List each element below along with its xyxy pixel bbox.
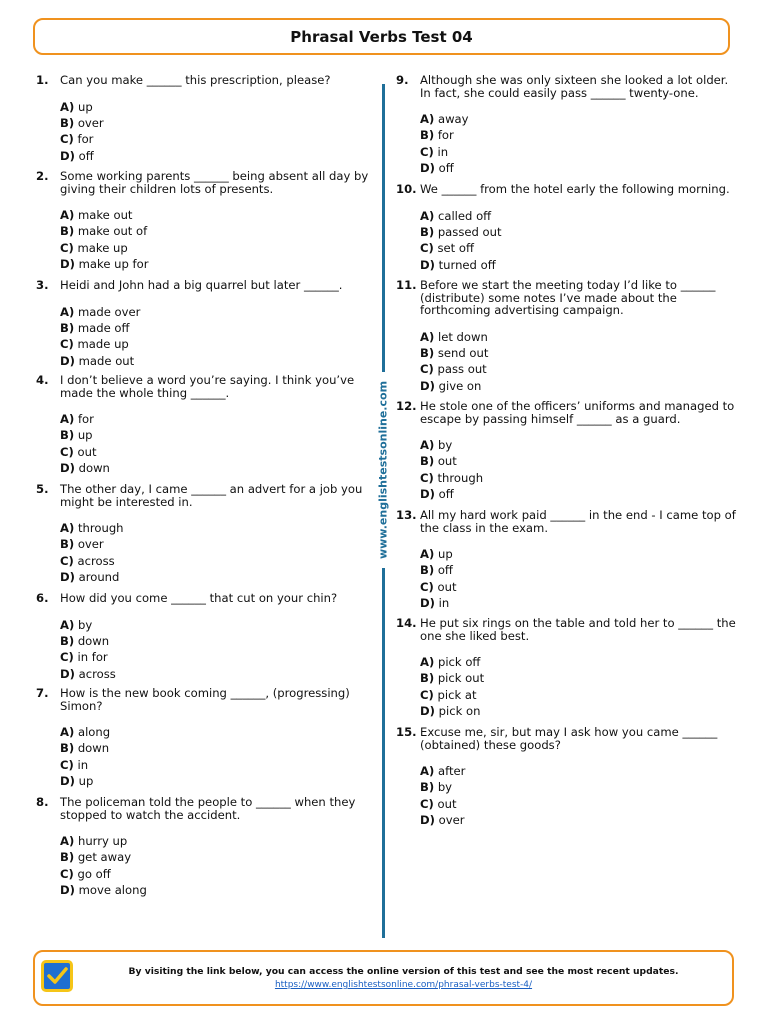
question-block: [36, 592, 370, 682]
question-line: [36, 279, 370, 292]
option-text: up: [437, 547, 453, 561]
question-line: [396, 400, 736, 425]
option-letter: B): [60, 115, 75, 130]
option-letter: D): [420, 257, 435, 272]
answer-option[interactable]: [60, 207, 370, 223]
answer-option[interactable]: [60, 256, 370, 272]
question-line: [36, 483, 370, 508]
option-letter: D): [60, 353, 75, 368]
question-number: 1.: [36, 73, 49, 87]
option-letter: C): [420, 796, 434, 811]
question-line: [396, 726, 736, 751]
question-line: [396, 509, 736, 534]
option-text: hurry up: [77, 834, 128, 848]
question-block: [36, 687, 370, 790]
option-letter: A): [420, 329, 435, 344]
option-letter: D): [60, 148, 75, 163]
answer-options: [396, 654, 736, 720]
answer-options: [396, 546, 736, 612]
option-letter: A): [420, 655, 435, 669]
option-text: off: [78, 148, 94, 163]
question-text: He put six rings on the table and told her to ______ the one she liked best.: [420, 616, 736, 643]
question-text: Some working parents ______ being absent all day by giving their children lots of presents.: [60, 169, 369, 196]
question-number: 4.: [36, 373, 49, 387]
footer-message: By visiting the link below, you can access the online version of this test and see the most recent updates.: [128, 966, 679, 977]
option-text: give on: [438, 378, 482, 393]
option-letter: A): [420, 208, 435, 223]
answer-option[interactable]: [60, 353, 370, 369]
answer-option[interactable]: [420, 812, 736, 828]
answer-option[interactable]: [420, 257, 736, 273]
answer-option[interactable]: [60, 320, 370, 336]
answer-option[interactable]: [420, 378, 736, 394]
option-text: out: [437, 796, 457, 811]
option-text: make out of: [77, 224, 148, 239]
question-text: The other day, I came ______ an advert for a job you might be interested in.: [60, 482, 363, 509]
option-text: make up: [77, 240, 128, 255]
question-block: [36, 483, 370, 586]
question-number: 13.: [396, 508, 417, 522]
option-letter: D): [420, 161, 435, 176]
option-text: made over: [77, 304, 141, 319]
option-text: pick out: [437, 671, 485, 686]
answer-option[interactable]: [60, 633, 370, 649]
question-text: Heidi and John had a big quarrel but later ______.: [60, 278, 343, 292]
option-text: pick on: [438, 704, 481, 719]
option-letter: D): [420, 596, 435, 611]
option-letter: B): [420, 345, 435, 360]
answer-option[interactable]: [60, 520, 370, 536]
option-text: make up for: [78, 257, 149, 272]
option-letter: C): [420, 241, 434, 256]
column-divider-bottom: [382, 568, 385, 938]
question-line: [396, 617, 736, 642]
question-number: 2.: [36, 169, 49, 183]
answer-option[interactable]: [60, 649, 370, 665]
question-block: [396, 400, 736, 503]
option-text: through: [77, 521, 124, 535]
option-text: by: [437, 780, 453, 795]
answer-option[interactable]: [420, 562, 736, 578]
option-letter: D): [60, 461, 75, 476]
answer-option[interactable]: [420, 470, 736, 486]
option-letter: B): [60, 224, 75, 239]
answer-option[interactable]: [420, 144, 736, 160]
option-letter: B): [60, 537, 75, 552]
question-line: [396, 279, 736, 317]
option-text: made off: [77, 320, 130, 335]
question-block: [36, 74, 370, 164]
option-letter: A): [60, 834, 75, 848]
answer-option[interactable]: [420, 111, 736, 127]
option-text: for: [77, 412, 94, 426]
question-number: 7.: [36, 686, 49, 700]
answer-option[interactable]: [60, 460, 370, 476]
option-text: send out: [437, 345, 489, 360]
question-line: [36, 74, 370, 87]
option-text: made up: [77, 337, 129, 352]
question-line: [36, 687, 370, 712]
option-text: down: [77, 633, 110, 648]
answer-options: [36, 724, 370, 790]
answer-option[interactable]: [60, 148, 370, 164]
question-text: How is the new book coming ______, (progressing) Simon?: [60, 686, 350, 713]
answer-option[interactable]: [60, 666, 370, 682]
option-text: by: [77, 617, 93, 632]
answer-options: [36, 617, 370, 683]
answer-option[interactable]: [60, 724, 370, 740]
option-letter: A): [60, 521, 75, 535]
question-text: Excuse me, sir, but may I ask how you came ______ (obtained) these goods?: [420, 725, 718, 752]
option-text: down: [78, 461, 110, 476]
answer-option[interactable]: [60, 240, 370, 256]
option-text: over: [77, 115, 104, 130]
option-text: for: [77, 132, 94, 147]
question-text: Although she was only sixteen she looked a lot older. In fact, she could easily pass ______ twenty-one.: [420, 73, 729, 100]
option-letter: B): [420, 671, 435, 686]
option-text: around: [78, 570, 120, 585]
answer-option[interactable]: [420, 779, 736, 795]
option-letter: D): [420, 704, 435, 719]
answer-options: [396, 208, 736, 274]
option-letter: C): [420, 470, 434, 485]
answer-option[interactable]: [420, 670, 736, 686]
answer-option[interactable]: [420, 579, 736, 595]
answer-option[interactable]: [60, 757, 370, 773]
option-letter: D): [60, 774, 75, 789]
answer-option[interactable]: [420, 361, 736, 377]
option-letter: C): [420, 144, 434, 159]
option-text: down: [77, 741, 110, 756]
option-text: out: [77, 444, 97, 459]
option-text: off: [437, 563, 453, 578]
option-text: go off: [77, 866, 111, 881]
option-text: after: [437, 764, 466, 778]
answer-option[interactable]: [420, 546, 736, 562]
option-text: along: [77, 725, 111, 739]
option-letter: C): [420, 579, 434, 594]
footer-box: [33, 950, 734, 1006]
online-test-link[interactable]: https://www.englishtestsonline.com/phrasal-verbs-test-4/: [274, 980, 533, 990]
question-number: 3.: [36, 278, 49, 292]
answer-option[interactable]: [60, 444, 370, 460]
option-letter: B): [60, 850, 75, 865]
question-text: Before we start the meeting today I’d like to ______ (distribute) some notes I’ve made about the forthcoming advertising campaign.: [420, 278, 716, 317]
question-text: We ______ from the hotel early the following morning.: [420, 182, 730, 196]
answer-option[interactable]: [60, 553, 370, 569]
answer-option[interactable]: [420, 224, 736, 240]
answer-options: [36, 411, 370, 477]
option-letter: B): [420, 128, 435, 143]
option-letter: C): [60, 650, 74, 665]
answer-option[interactable]: [60, 115, 370, 131]
option-letter: C): [60, 866, 74, 881]
answer-options: [36, 833, 370, 899]
answer-option[interactable]: [420, 160, 736, 176]
option-letter: C): [60, 553, 74, 568]
answer-option[interactable]: [60, 427, 370, 443]
answer-option[interactable]: [60, 304, 370, 320]
question-block: [396, 74, 736, 177]
option-text: in: [437, 144, 449, 159]
question-text: Can you make ______ this prescription, please?: [60, 73, 331, 87]
option-text: made out: [78, 353, 135, 368]
answer-option[interactable]: [420, 703, 736, 719]
option-text: make out: [77, 208, 133, 222]
question-block: [396, 617, 736, 720]
option-text: let down: [437, 329, 488, 344]
option-text: pick at: [437, 687, 477, 702]
checkmark-logo-icon: [41, 960, 73, 992]
answer-option[interactable]: [60, 536, 370, 552]
option-letter: C): [60, 757, 74, 772]
answer-option[interactable]: [420, 127, 736, 143]
option-text: passed out: [437, 224, 502, 239]
option-text: move along: [78, 883, 147, 898]
option-letter: B): [60, 633, 75, 648]
option-text: in: [438, 596, 450, 611]
option-letter: B): [420, 780, 435, 795]
answer-option[interactable]: [60, 773, 370, 789]
question-line: [36, 796, 370, 821]
option-letter: A): [420, 112, 435, 126]
option-letter: D): [60, 257, 75, 272]
option-text: up: [78, 774, 94, 789]
question-number: 15.: [396, 725, 417, 739]
question-number: 11.: [396, 278, 417, 292]
answer-options: [396, 437, 736, 503]
answer-options: [36, 207, 370, 273]
answer-option[interactable]: [60, 336, 370, 352]
option-text: away: [437, 112, 469, 126]
option-text: off: [438, 161, 454, 176]
question-block: [396, 279, 736, 394]
option-text: up: [77, 428, 93, 443]
question-number: 12.: [396, 399, 417, 413]
option-letter: D): [420, 813, 435, 828]
site-watermark: www.englishtestsonline.com: [376, 380, 390, 560]
option-letter: A): [60, 725, 75, 739]
answer-option[interactable]: [420, 763, 736, 779]
answer-options: [36, 99, 370, 165]
answer-option[interactable]: [60, 740, 370, 756]
answer-option[interactable]: [420, 595, 736, 611]
answer-option[interactable]: [60, 99, 370, 115]
option-letter: B): [60, 428, 75, 443]
option-text: up: [77, 99, 93, 114]
question-block: [396, 509, 736, 612]
option-letter: B): [60, 741, 75, 756]
answer-option[interactable]: [60, 131, 370, 147]
question-text: He stole one of the officers’ uniforms and managed to escape by passing himself ______ as a guard.: [420, 399, 735, 426]
answer-options: [396, 111, 736, 177]
option-text: by: [437, 438, 453, 452]
option-text: over: [438, 813, 465, 828]
question-block: [396, 183, 736, 273]
option-text: across: [78, 666, 116, 681]
option-letter: D): [60, 883, 75, 898]
option-text: pass out: [437, 362, 487, 377]
question-number: 10.: [396, 182, 417, 196]
answer-option[interactable]: [420, 437, 736, 453]
option-text: in: [77, 757, 89, 772]
question-block: [36, 796, 370, 899]
option-letter: B): [420, 454, 435, 469]
option-letter: B): [420, 563, 435, 578]
option-letter: C): [60, 444, 74, 459]
option-text: in for: [77, 650, 108, 665]
title-box: [33, 18, 730, 55]
question-text: How did you come ______ that cut on your chin?: [60, 591, 338, 605]
page-title: Phrasal Verbs Test 04: [290, 27, 473, 46]
question-line: [36, 170, 370, 195]
option-text: through: [437, 470, 484, 485]
question-block: [396, 726, 736, 829]
answer-option[interactable]: [420, 208, 736, 224]
option-text: out: [437, 454, 457, 469]
option-letter: C): [60, 240, 74, 255]
answer-option[interactable]: [420, 654, 736, 670]
answer-option[interactable]: [60, 617, 370, 633]
question-number: 6.: [36, 591, 49, 605]
option-text: called off: [437, 208, 492, 223]
option-letter: A): [60, 412, 75, 426]
answer-option[interactable]: [60, 849, 370, 865]
option-text: off: [438, 487, 454, 502]
option-text: set off: [437, 241, 474, 256]
option-letter: D): [60, 666, 75, 681]
question-number: 14.: [396, 616, 417, 630]
answer-option[interactable]: [420, 240, 736, 256]
question-line: [396, 183, 736, 196]
answer-options: [396, 329, 736, 395]
question-number: 9.: [396, 73, 409, 87]
answer-option[interactable]: [60, 569, 370, 585]
question-text: I don’t believe a word you’re saying. I think you’ve made the whole thing ______.: [60, 373, 355, 400]
answer-options: [36, 304, 370, 370]
option-text: get away: [77, 850, 132, 865]
question-text: All my hard work paid ______ in the end - I came top of the class in the exam.: [420, 508, 736, 535]
question-text: The policeman told the people to ______ when they stopped to watch the accident.: [60, 795, 356, 822]
option-text: turned off: [438, 257, 496, 272]
answer-option[interactable]: [420, 486, 736, 502]
option-letter: A): [60, 617, 75, 632]
answer-option[interactable]: [60, 223, 370, 239]
answer-options: [36, 520, 370, 586]
question-number: 5.: [36, 482, 49, 496]
question-block: [36, 374, 370, 477]
question-block: [36, 279, 370, 369]
option-letter: D): [420, 487, 435, 502]
option-letter: A): [420, 438, 435, 452]
option-text: out: [437, 579, 457, 594]
answer-option[interactable]: [60, 833, 370, 849]
answer-option[interactable]: [60, 866, 370, 882]
answer-option[interactable]: [420, 329, 736, 345]
option-letter: D): [420, 378, 435, 393]
option-letter: B): [60, 320, 75, 335]
option-text: for: [437, 128, 454, 143]
option-text: across: [77, 553, 115, 568]
question-line: [396, 74, 736, 99]
option-letter: B): [420, 224, 435, 239]
option-letter: A): [420, 764, 435, 778]
option-text: pick off: [437, 655, 481, 669]
option-letter: A): [420, 547, 435, 561]
answer-options: [396, 763, 736, 829]
option-text: over: [77, 537, 104, 552]
option-letter: C): [420, 362, 434, 377]
answer-option[interactable]: [420, 453, 736, 469]
answer-option[interactable]: [60, 882, 370, 898]
answer-option[interactable]: [60, 411, 370, 427]
option-letter: A): [60, 304, 75, 319]
option-letter: C): [60, 132, 74, 147]
option-letter: D): [60, 570, 75, 585]
option-letter: C): [420, 687, 434, 702]
option-letter: A): [60, 99, 75, 114]
answer-option[interactable]: [420, 345, 736, 361]
question-line: [36, 592, 370, 605]
answer-option[interactable]: [420, 796, 736, 812]
option-letter: A): [60, 208, 75, 222]
question-block: [36, 170, 370, 273]
option-letter: C): [60, 337, 74, 352]
answer-option[interactable]: [420, 687, 736, 703]
question-line: [36, 374, 370, 399]
column-divider-top: [382, 84, 385, 372]
question-number: 8.: [36, 795, 49, 809]
